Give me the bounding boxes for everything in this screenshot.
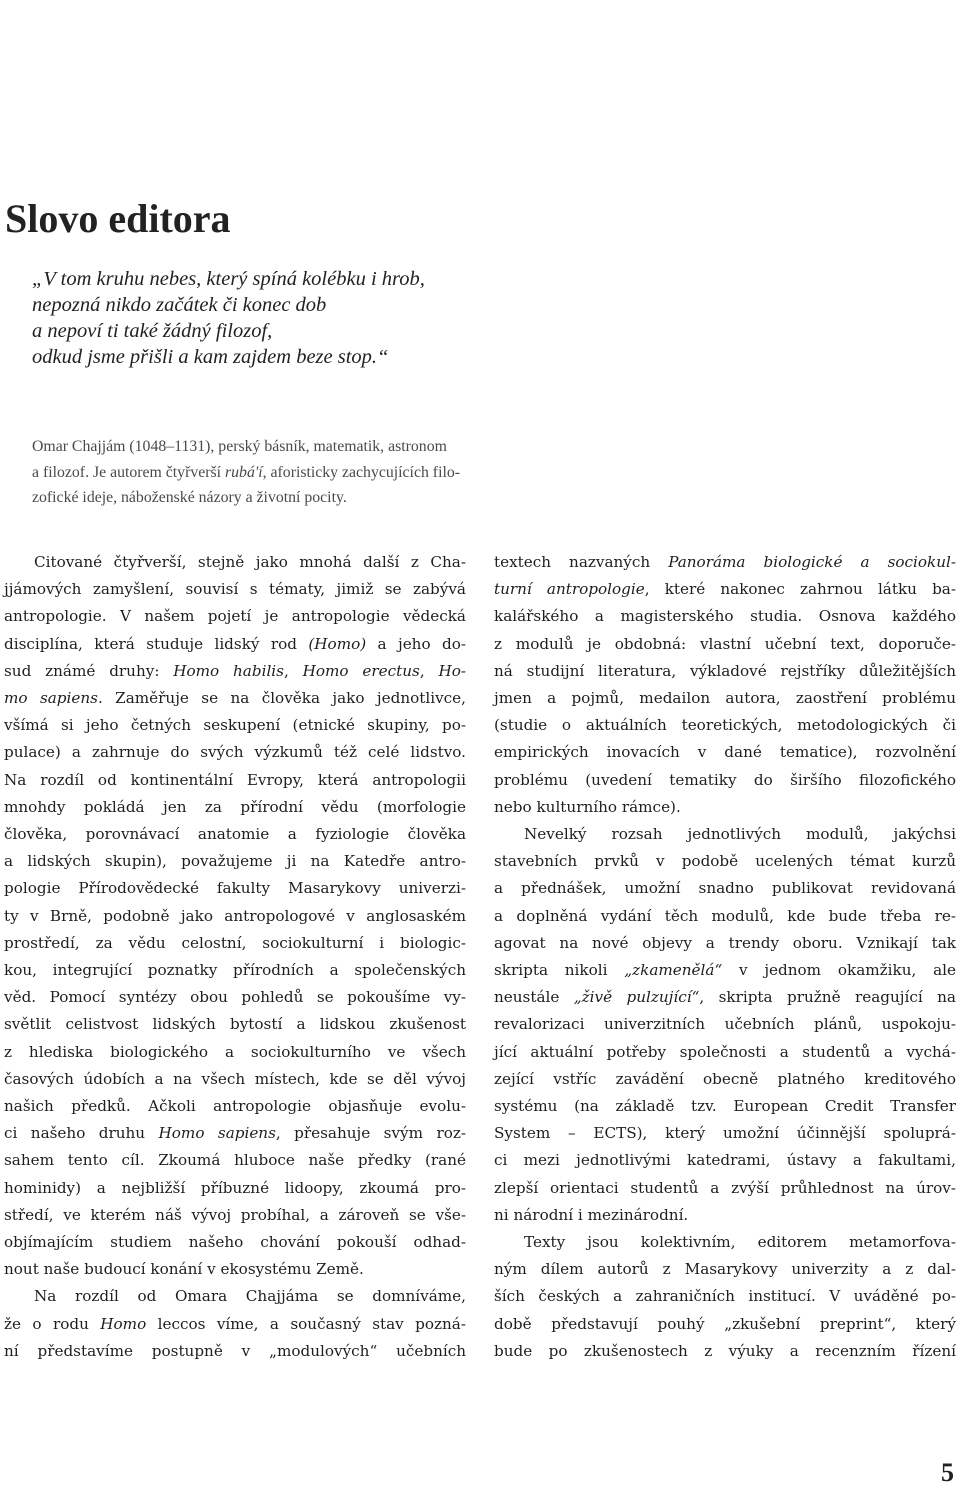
left-text-column: [4, 549, 466, 1365]
text-line: empirických inovacích v dané tematice), rozvolnění: [494, 743, 956, 762]
text-line: kalářského a magisterského studia. Osnova každého: [494, 607, 956, 626]
text-line: mo sapiens. Zaměřuje se na člověka jako jednotlivce,: [4, 689, 466, 708]
text-line: jící aktuální potřeby společnosti a studentů a vychá-: [494, 1042, 956, 1061]
text-line: ších českých a zahraničních institucí. V uváděné po-: [494, 1287, 956, 1306]
text-line: (studie o aktuálních teoretických, metodologických či: [494, 716, 956, 735]
text-line: z hlediska biologického a sociokulturního ve všech: [4, 1042, 466, 1061]
text-line: jjámových zamyšlení, souvisí s tématy, jimiž se zabývá: [4, 580, 466, 599]
text-line: disciplína, která studuje lidský rod (Homo) a jeho do-: [4, 634, 466, 653]
text-line: věd. Pomocí syntézy obou pohledů se pokoušíme vy-: [4, 988, 466, 1007]
text-line: textech nazvaných Panoráma biologické a sociokul-: [494, 553, 956, 571]
text-line: System – ECTS), který umožní účinnější spoluprá-: [494, 1124, 956, 1143]
text-line: všímá si jeho četných seskupení (etnické skupiny, po-: [4, 716, 466, 735]
text-line: revalorizaci univerzitních učebních plánů, uspokoju-: [494, 1015, 956, 1034]
text-line: systému (na základě tzv. European Credit Transfer: [494, 1097, 956, 1116]
page-number: 5: [941, 1458, 954, 1487]
page-title: Slovo editora: [5, 196, 231, 241]
text-line: sud známé druhy: Homo habilis, Homo erectus, Ho-: [4, 661, 467, 680]
text-line: jmen a pojmů, medailon autora, zaostření problému: [494, 689, 956, 708]
text-line: světlit celistvost lidských bytostí a lidskou zkušenost: [4, 1015, 466, 1034]
text-line: kou, integrující poznatky přírodních a společenských: [4, 961, 466, 980]
text-line: našich předků. Ačkoli antropologie objasňuje evolu-: [4, 1097, 466, 1116]
text-line: zející vstříc zavádění obecně platného kreditového: [494, 1069, 956, 1088]
epigraph-line: odkud jsme přišli a kam zajdem beze stop.“: [32, 346, 389, 368]
right-text-column: [494, 549, 956, 1365]
text-line: nout naše budoucí konání v ekosystému Země.: [4, 1260, 364, 1279]
text-line: a lidských skupin), považujeme ji na Katedře antro-: [4, 852, 466, 871]
text-line: Texty jsou kolektivním, editorem metamorfova-: [524, 1233, 956, 1252]
text-line: ní představíme postupně v „modulových“ učebních: [4, 1341, 466, 1360]
text-line: a doplněná vydání těch modulů, kde bude třeba re-: [494, 906, 956, 925]
text-line: pulace) a zahrnuje do svých výzkumů též celé lidstvo.: [4, 743, 466, 762]
text-line: člověka, porovnávací anatomie a fyziologie člověka: [4, 825, 466, 844]
epigraph-line: nepozná nikdo začátek či konec dob: [32, 294, 327, 316]
text-line: středí, ve kterém náš vývoj probíhal, a zároveň se vše-: [4, 1205, 466, 1224]
epigraph-attribution: [32, 434, 472, 511]
attribution-line: zofické ideje, náboženské názory a životní pocity.: [32, 489, 347, 506]
text-line: stavebních prvků v podobě ucelených témat kurzů: [494, 852, 956, 871]
text-line: turní antropologie, které nakonec zahrnou látku ba-: [494, 580, 956, 599]
text-line: neustále „živě pulzující“, skripta pružně reagující na: [494, 988, 956, 1007]
text-line: Na rozdíl od kontinentální Evropy, která antropologii: [4, 770, 466, 789]
text-line: ty v Brně, podobně jako antropologové v anglosaském: [4, 906, 466, 925]
text-line: době představují pouhý „zkušební preprint“, který: [494, 1314, 956, 1333]
text-line: bude po zkušenostech z výuky a recenzním řízení: [494, 1341, 956, 1360]
attribution-line: Omar Chajjám (1048–1131), perský básník, matematik, astronom: [32, 438, 447, 455]
text-line: Nevelký rozsah jednotlivých modulů, jakýchsi: [524, 825, 956, 844]
attribution-line: a filozof. Je autorem čtyřverší rubá'í, aforisticky zachycujících filo-: [32, 463, 461, 481]
text-line: skripta nikoli „zkamenělá“ v jednom okamžiku, ale: [494, 961, 956, 980]
epigraph-quote: [32, 266, 472, 370]
text-line: problému (uvedení tematiky do širšího filozofického: [494, 770, 956, 789]
text-line: nebo kulturního rámce).: [494, 797, 681, 816]
text-line: objímajícím studiem našeho chování pokouší odhad-: [4, 1233, 466, 1252]
epigraph-line: „V tom kruhu nebes, který spíná kolébku i hrob,: [32, 268, 425, 290]
text-line: Na rozdíl od Omara Chajjáma se domníváme,: [34, 1287, 466, 1306]
text-line: ná studijní literatura, výkladové rejstříky důležitějších: [494, 661, 956, 680]
text-line: mnohdy pokládá jen za přírodní vědu (morfologie: [4, 797, 466, 816]
text-line: hominidy) a nejbližší příbuzné lidoopy, zkoumá pro-: [4, 1178, 466, 1197]
text-line: Citované čtyřverší, stejně jako mnohá další z Cha-: [34, 553, 466, 571]
epigraph-line: a nepoví ti také žádný filozof,: [32, 320, 273, 342]
text-line: antropologie. V našem pojetí je antropologie vědecká: [4, 607, 466, 626]
text-line: že o rodu Homo leccos víme, a současný stav pozná-: [4, 1314, 466, 1333]
text-line: a přednášek, umožní snadno publikovat revidovaná: [494, 879, 956, 898]
text-line: ci našeho druhu Homo sapiens, přesahuje svým roz-: [4, 1124, 466, 1143]
text-line: agovat na nové objevy a trendy oboru. Vznikají tak: [494, 933, 956, 952]
text-line: časových údobích a na všech místech, kde se děl vývoj: [4, 1069, 466, 1088]
text-line: sahem tento cíl. Zkoumá hluboce naše předky (rané: [4, 1151, 466, 1170]
text-line: prostředí, za vědu celostní, sociokulturní i biologic-: [4, 933, 466, 952]
text-line: ni národní i mezinárodní.: [494, 1205, 689, 1224]
text-line: ci mezi jednotlivými katedrami, ústavy a fakultami,: [494, 1151, 956, 1170]
text-line: pologie Přírodovědecké fakulty Masarykovy univerzi-: [4, 879, 466, 898]
text-line: zlepší orientaci studentů a zvýší průhlednost na úrov-: [494, 1178, 956, 1197]
text-line: ným dílem autorů z Masarykovy univerzity a z dal-: [494, 1260, 956, 1279]
text-line: z modulů je obdobná: vlastní učební text, doporuče-: [494, 634, 956, 653]
